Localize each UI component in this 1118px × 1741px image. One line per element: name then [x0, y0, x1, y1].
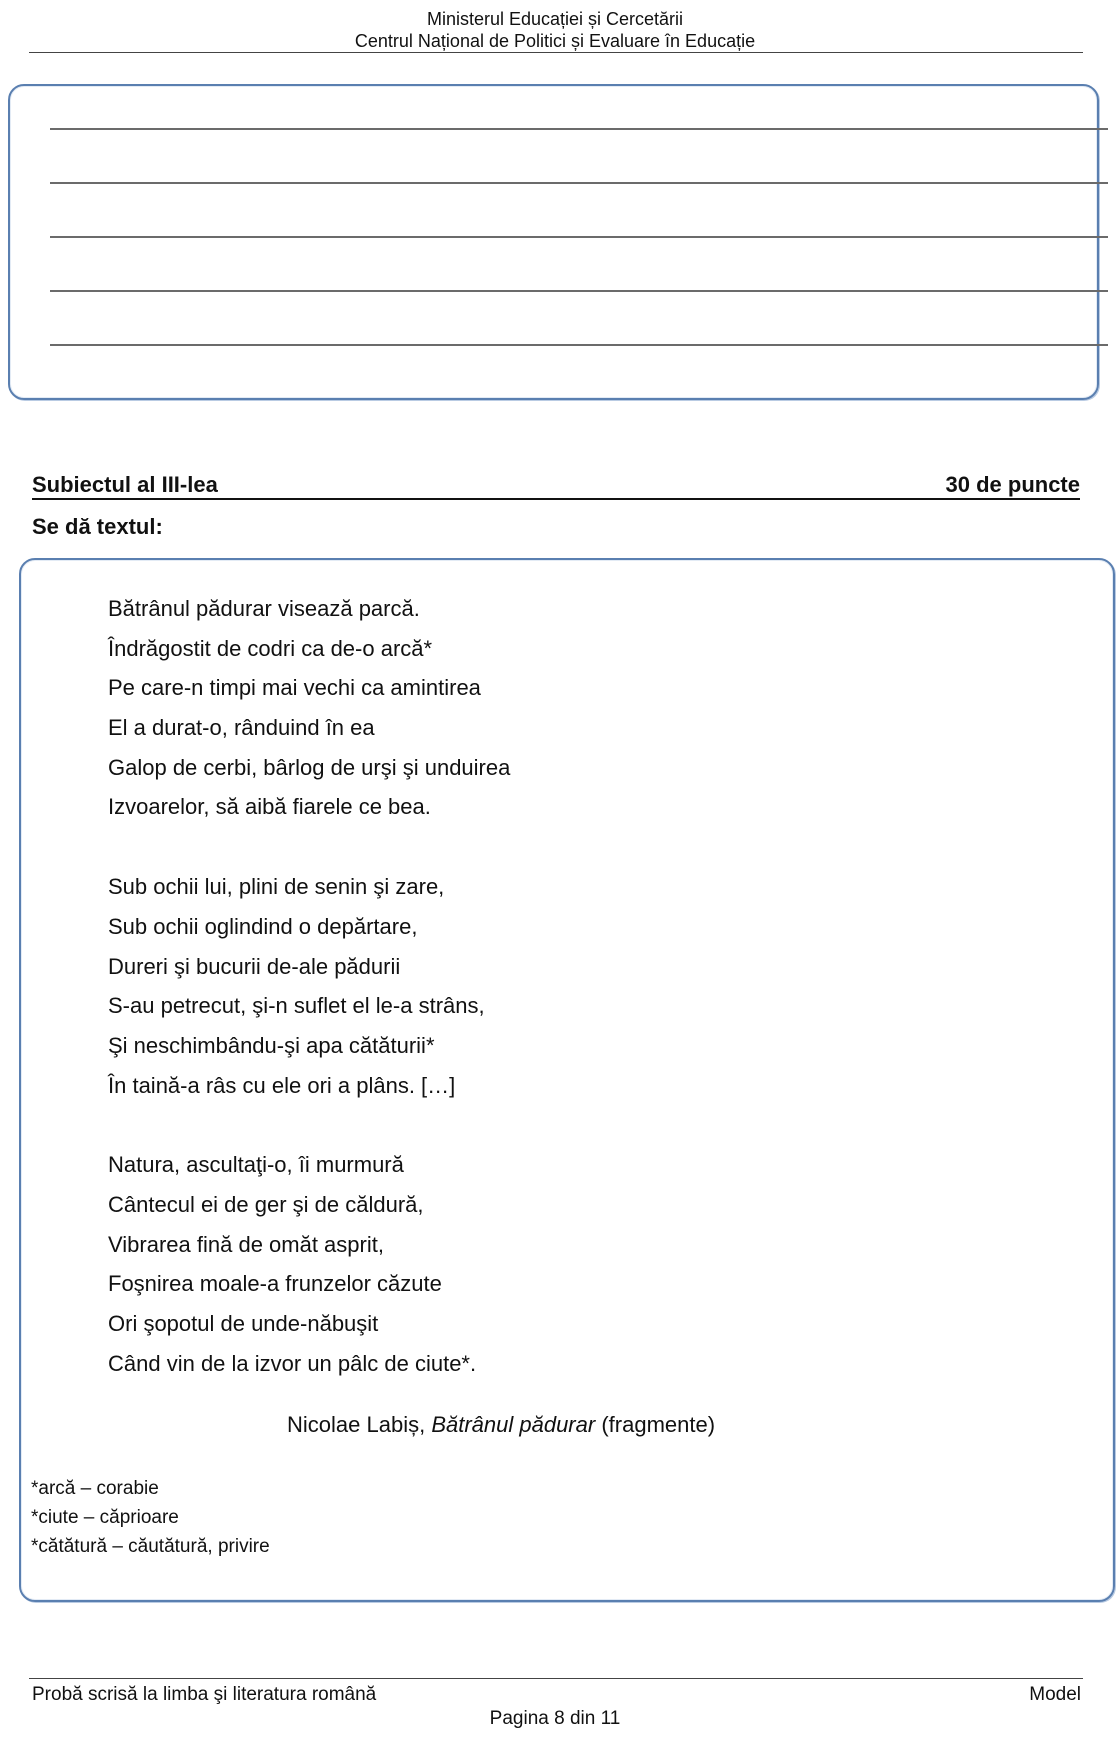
- subject-heading: [32, 470, 1080, 500]
- poem-line: Îndrăgostit de codri ca de-o arcă*: [108, 635, 433, 661]
- glossary: [31, 1474, 270, 1561]
- poem-line: Dureri şi bucurii de-ale pădurii: [108, 953, 401, 979]
- given-text-label: Se dă textul:: [32, 514, 163, 539]
- glossary-item: *ciute – căprioare: [31, 1507, 179, 1528]
- header-divider: [29, 52, 1083, 53]
- page-number: Pagina 8 din 11: [489, 1708, 621, 1729]
- poem-line: Vibrarea fină de omăt asprit,: [108, 1231, 384, 1257]
- answer-line: [50, 128, 1108, 130]
- subject-title: Subiectul al III-lea: [32, 472, 218, 497]
- answer-line: [50, 290, 1108, 292]
- poem-line: În taină-a râs cu ele ori a plâns. […]: [108, 1072, 456, 1098]
- poem-line: Sub ochii lui, plini de senin şi zare,: [108, 874, 445, 900]
- work-title: Bătrânul pădurar: [431, 1412, 596, 1437]
- answer-line: [50, 236, 1108, 238]
- author-name: Nicolae Labiș,: [287, 1412, 426, 1437]
- answer-box: [8, 84, 1099, 400]
- poem: [108, 594, 510, 1388]
- poem-line: Galop de cerbi, bârlog de urşi şi unduirea: [108, 754, 511, 780]
- stanza: [108, 872, 510, 1110]
- poem-line: Foşnirea moale-a frunzelor căzute: [108, 1271, 442, 1297]
- glossary-item: *arcă – corabie: [31, 1478, 159, 1499]
- poem-line: Natura, ascultaţi-o, îi murmură: [108, 1152, 404, 1178]
- poem-line: Când vin de la izvor un pâlc de ciute*.: [108, 1350, 477, 1376]
- subject-points: 30 de puncte: [945, 472, 1080, 497]
- glossary-item: *cătătură – căutătură, privire: [31, 1536, 270, 1557]
- stanza: [108, 594, 510, 832]
- poem-line: Izvoarelor, să aibă fiarele ce bea.: [108, 794, 431, 820]
- model-label: Model: [1029, 1684, 1081, 1705]
- footer-divider: [29, 1678, 1083, 1679]
- poem-line: El a durat-o, rânduind în ea: [108, 715, 375, 741]
- ministry-name: Ministerul Educației și Cercetării: [426, 9, 684, 29]
- poem-line: Sub ochii oglindind o depărtare,: [108, 913, 418, 939]
- center-name: Centrul Național de Politici și Evaluare în Educație: [354, 31, 756, 51]
- exam-title: Probă scrisă la limba şi literatura română: [32, 1684, 377, 1705]
- stanza: [108, 1150, 510, 1388]
- poem-line: Şi neschimbându-şi apa cătăturii*: [108, 1032, 435, 1058]
- attribution: [287, 1412, 715, 1438]
- poem-line: S-au petrecut, şi-n suflet el le-a strâns,: [108, 993, 485, 1019]
- fragment-note: (fragmente): [601, 1412, 716, 1437]
- answer-line: [50, 182, 1108, 184]
- poem-line: Ori şopotul de unde-năbuşit: [108, 1311, 379, 1336]
- poem-line: Cântecul ei de ger şi de căldură,: [108, 1191, 424, 1217]
- document-header: [0, 8, 1110, 52]
- poem-line: Bătrânul pădurar visează parcă.: [108, 596, 420, 621]
- poem-line: Pe care-n timpi mai vechi ca amintirea: [108, 675, 481, 701]
- answer-line: [50, 344, 1108, 346]
